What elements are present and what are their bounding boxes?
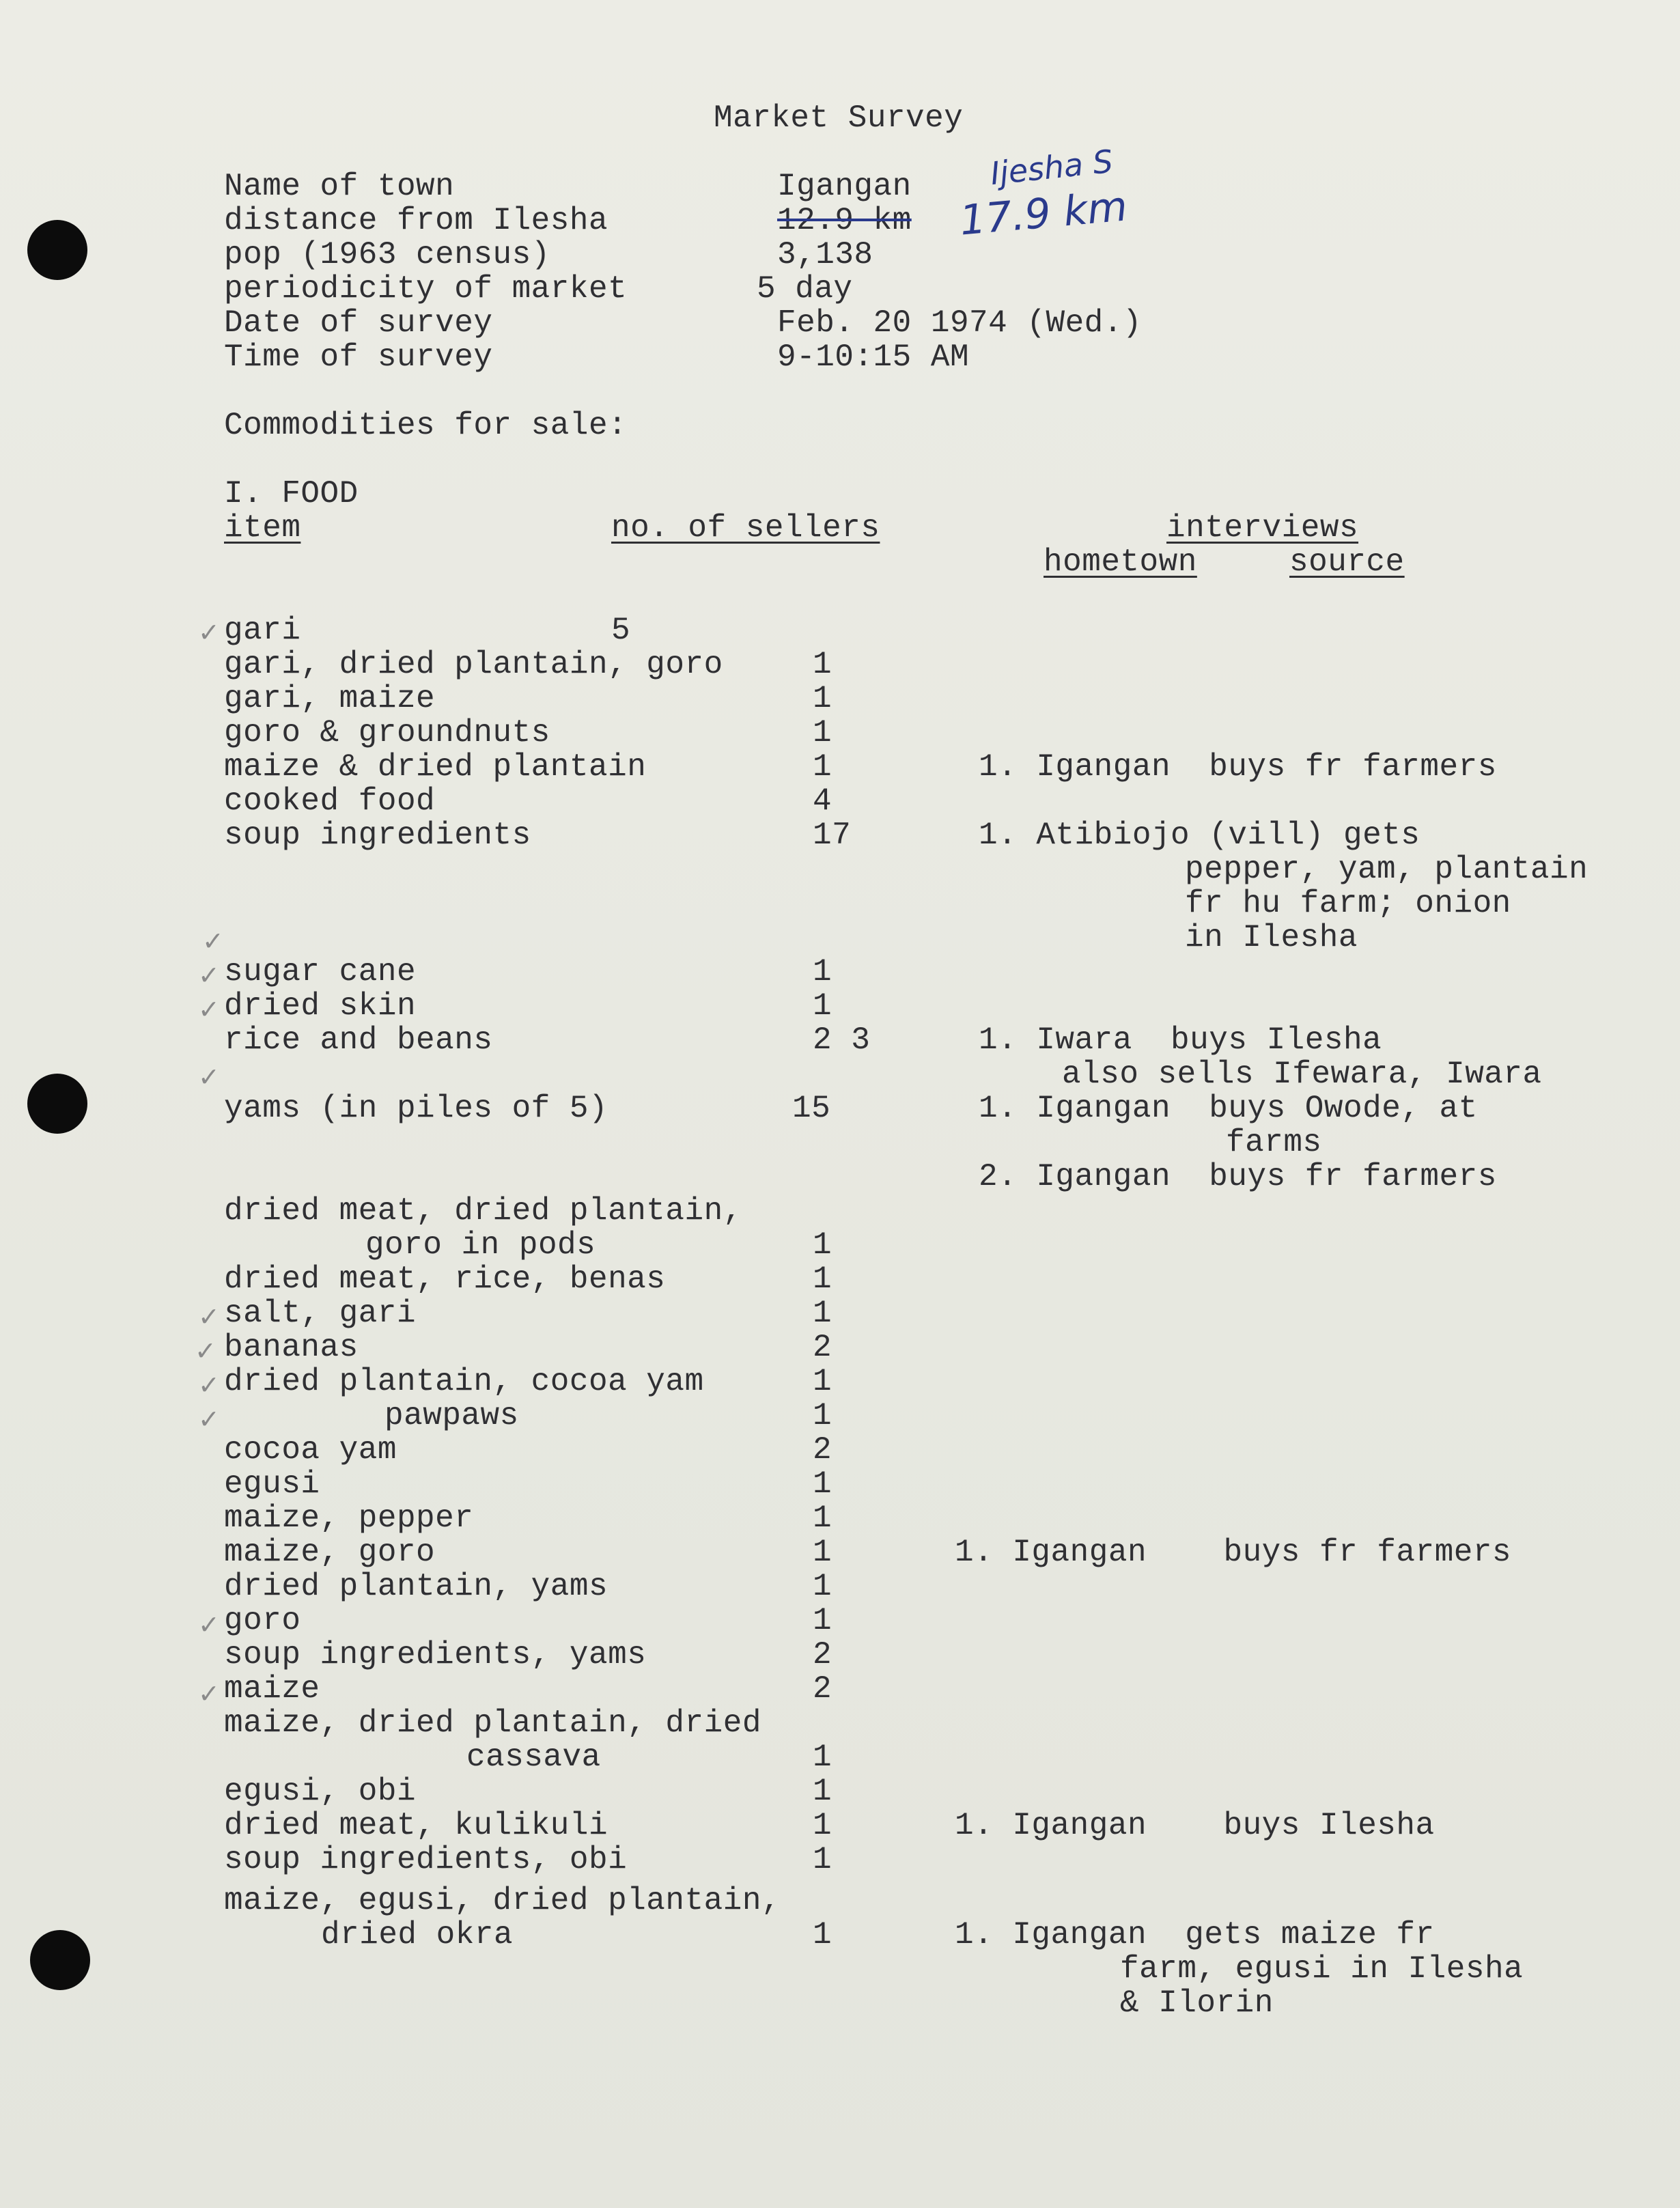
row-item: egusi [224, 1466, 320, 1502]
info-label-distance: distance from Ilesha [224, 203, 608, 238]
row-item: gari [224, 613, 301, 648]
row-item: gari, dried plantain, goro [224, 647, 723, 682]
row-sellers: 1 [813, 988, 832, 1024]
row-item: dried plantain, yams [224, 1569, 608, 1604]
row-sellers: 1 [813, 1296, 832, 1331]
row-item: soup ingredients, yams [224, 1637, 647, 1673]
info-label-town: Name of town [224, 169, 455, 204]
row-sellers: 2 [813, 1671, 832, 1707]
header-sellers: no. of sellers [611, 510, 880, 546]
row-sellers: 1 [813, 1535, 832, 1570]
header-item: item [224, 510, 301, 546]
row-item: gari, maize [224, 681, 436, 716]
row-interview: 1. Igangan buys fr farmers [955, 1535, 1512, 1570]
row-item: yams (in piles of 5) [224, 1091, 608, 1126]
row-sellers: 1 [813, 1398, 832, 1434]
row-item: goro & groundnuts [224, 715, 550, 751]
row-sellers: 1 [813, 1261, 832, 1297]
check-mark: ✓ [198, 1404, 220, 1434]
row-interview: 1. Igangan buys Ilesha [955, 1808, 1435, 1843]
section-heading: I. FOOD [224, 476, 359, 512]
handwritten-town-note: Ijesha S [988, 142, 1115, 193]
row-item: soup ingredients [224, 817, 531, 853]
info-value-pop: 3,138 [777, 237, 873, 272]
info-value-periodicity: 5 day [757, 271, 853, 307]
row-item-cont: dried okra [321, 1917, 514, 1953]
row-interview: 1. Atibiojo (vill) gets [979, 817, 1420, 853]
row-sellers: 1 [813, 1917, 832, 1953]
binder-hole-middle [27, 1074, 87, 1134]
row-interview-cont: farms [1226, 1125, 1322, 1160]
row-item: bananas [224, 1330, 359, 1365]
info-label-date: Date of survey [224, 305, 493, 341]
info-label-pop: pop (1963 census) [224, 237, 550, 272]
info-value-town: Igangan [777, 169, 912, 204]
row-sellers: 1 [813, 954, 832, 990]
check-mark: ✓ [198, 1302, 220, 1332]
row-interview: 1. Iwara buys Ilesha [979, 1022, 1382, 1058]
row-item: cooked food [224, 783, 436, 819]
check-mark: ✓ [198, 960, 220, 990]
header-interviews: interviews [1166, 510, 1359, 546]
row-item: pawpaws [384, 1398, 519, 1434]
row-sellers: 1 [813, 1842, 832, 1877]
row-sellers: 1 [813, 681, 832, 716]
row-item: rice and beans [224, 1022, 493, 1058]
row-sellers: 2 [813, 1432, 832, 1468]
row-sellers: 1 [813, 1569, 832, 1604]
row-item: sugar cane [224, 954, 417, 990]
row-item-cont: goro in pods [365, 1227, 596, 1263]
row-sellers: 1 [813, 647, 832, 682]
info-value-distance: 12.9 km [777, 203, 912, 238]
row-item: egusi, obi [224, 1774, 417, 1809]
row-sellers: 2 3 [813, 1022, 871, 1058]
check-mark: ✓ [198, 994, 220, 1024]
row-sellers: 17 [813, 817, 852, 853]
row-item: goro [224, 1603, 301, 1638]
row-sellers: 1 [813, 1500, 832, 1536]
row-item: maize & dried plantain [224, 749, 647, 785]
info-value-time: 9-10:15 AM [777, 339, 970, 375]
row-sellers: 1 [813, 715, 832, 751]
row-sellers: 1 [813, 1364, 832, 1399]
row-item: salt, gari [224, 1296, 417, 1331]
row-item: dried meat, dried plantain, [224, 1193, 742, 1229]
row-sellers: 1 [813, 1739, 832, 1775]
row-item: cocoa yam [224, 1432, 397, 1468]
row-sellers: 2 [813, 1637, 832, 1673]
row-interview-cont: & Ilorin [1120, 1985, 1274, 2021]
header-hometown: hometown [1044, 544, 1197, 580]
row-interview: 1. Igangan buys fr farmers [979, 749, 1497, 785]
check-mark: ✓ [198, 1610, 220, 1640]
row-sellers: 15 [792, 1091, 831, 1126]
row-interview-cont: in Ilesha [1185, 920, 1358, 955]
row-sellers: 1 [813, 1603, 832, 1638]
row-item: dried meat, rice, benas [224, 1261, 666, 1297]
row-item: maize, goro [224, 1535, 436, 1570]
page-title: Market Survey [714, 100, 964, 136]
handwritten-distance-note: 17.9 km [957, 182, 1130, 245]
header-source: source [1289, 544, 1405, 580]
row-item-cont: cassava [466, 1739, 601, 1775]
row-interview: 1. Igangan gets maize fr [955, 1917, 1435, 1953]
row-sellers: 1 [813, 1466, 832, 1502]
row-item: soup ingredients, obi [224, 1842, 628, 1877]
row-sellers: 1 [813, 1808, 832, 1843]
check-mark: ✓ [198, 1370, 220, 1400]
info-value-date: Feb. 20 1974 (Wed.) [777, 305, 1142, 341]
row-sellers: 1 [813, 1774, 832, 1809]
info-label-time: Time of survey [224, 339, 493, 375]
row-interview-cont: farm, egusi in Ilesha [1120, 1951, 1524, 1987]
row-sellers: 1 [813, 1227, 832, 1263]
row-interview-2: 2. Igangan buys fr farmers [979, 1159, 1497, 1194]
binder-hole-bottom [30, 1930, 90, 1990]
row-item: maize, egusi, dried plantain, [224, 1883, 781, 1918]
row-item: maize [224, 1671, 320, 1707]
check-mark: ✓ [195, 1336, 216, 1366]
row-item: maize, dried plantain, dried [224, 1705, 761, 1741]
check-mark: ✓ [202, 926, 224, 956]
row-item: dried plantain, cocoa yam [224, 1364, 704, 1399]
row-interview-cont: also sells Ifewara, Iwara [1062, 1057, 1542, 1092]
row-item: dried skin [224, 988, 417, 1024]
row-item: dried meat, kulikuli [224, 1808, 608, 1843]
row-item: maize, pepper [224, 1500, 474, 1536]
row-interview: 1. Igangan buys Owode, at [979, 1091, 1478, 1126]
check-mark: ✓ [198, 1679, 220, 1709]
info-label-periodicity: periodicity of market [224, 271, 628, 307]
commodities-label: Commodities for sale: [224, 408, 628, 443]
row-sellers: 1 [813, 749, 832, 785]
row-sellers: 5 [611, 613, 631, 648]
row-interview-cont: pepper, yam, plantain [1185, 852, 1588, 887]
row-sellers: 2 [813, 1330, 832, 1365]
row-interview-cont: fr hu farm; onion [1185, 886, 1511, 921]
binder-hole-top [27, 220, 87, 280]
row-sellers: 4 [813, 783, 832, 819]
check-mark: ✓ [198, 617, 220, 647]
check-mark: ✓ [198, 1062, 220, 1092]
